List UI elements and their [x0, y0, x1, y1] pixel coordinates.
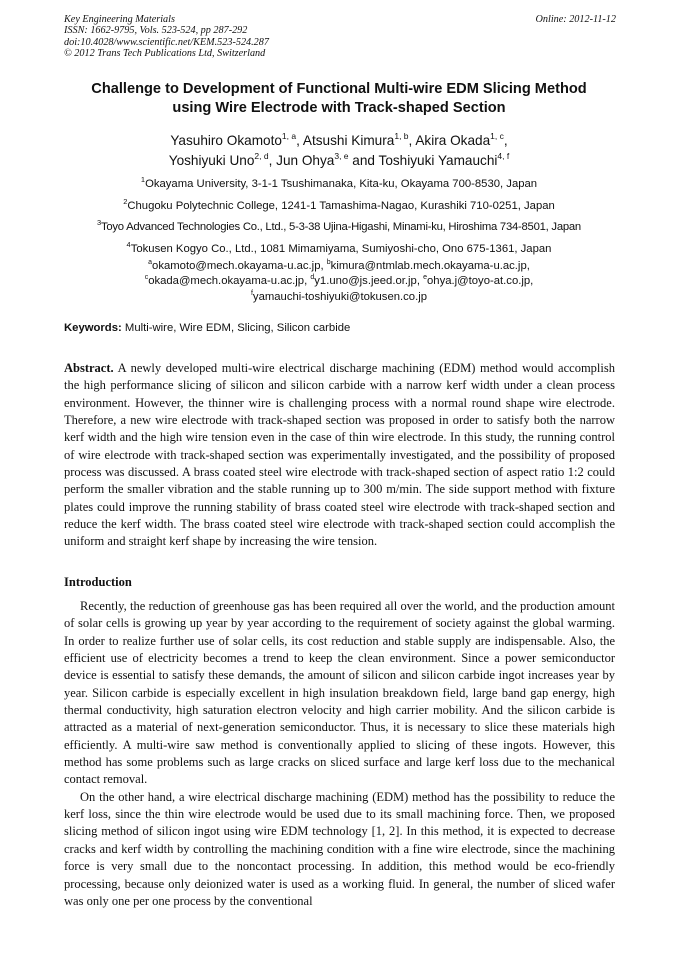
author-name: Jun Ohya: [276, 153, 335, 168]
affiliation-3: $^3$Toyo Advanced Technologies Co., Ltd., 5-3-38 Ujina-Higashi, Minami-ku, Hiroshima 734-8501, Japan: [97, 218, 581, 233]
copyright-line: © 2012 Trans Tech Publications Ltd, Switzerland: [64, 48, 266, 60]
introduction-body: [64, 598, 615, 910]
author-sup: 4, f: [497, 151, 510, 161]
email-line-3: $^f$yamauchi-toshiyuki@tokusen.co.jp: [250, 289, 428, 303]
author-sup: 2, d: [254, 151, 269, 161]
title-line-1: Challenge to Development of Functional Multi-wire EDM Slicing Method: [91, 81, 587, 97]
author-sup: 1, b: [394, 131, 409, 141]
affiliation-1: $^1$Okayama University, 3-1-1 Tsushimanaka, Kita-ku, Okayama 700-8530, Japan: [140, 175, 538, 190]
email-link[interactable]: yamauchi-toshiyuki@tokusen.co.jp: [252, 290, 428, 303]
email-link[interactable]: kimura@ntmlab.mech.okayama-u.ac.jp: [330, 260, 527, 272]
author-list: [40, 131, 638, 171]
author-sup: 3, e: [334, 151, 349, 161]
author-line-1: Yasuhiro Okamoto$^{1, a}$, Atsushi Kimura$^{1, b}$, Akira Okada$^{1, c}$,: [170, 131, 508, 148]
doi-line: doi:10.4028/www.scientific.net/KEM.523-524.287: [64, 36, 269, 48]
keywords: [64, 322, 350, 334]
journal-name: Key Engineering Materials: [64, 14, 175, 25]
author-name: Yoshiyuki Uno: [168, 153, 255, 168]
affiliation-4: $^4$Tokusen Kogyo Co., Ltd., 1081 Mimamiyama, Sumiyoshi-cho, Ono 675-1361, Japan: [126, 239, 552, 255]
keywords-label: Keywords:: [64, 322, 122, 334]
affiliation-2: $^2$Chugoku Polytechnic College, 1241-1 Tamashima-Nagao, Kurashiki 710-0251, Japan: [123, 196, 555, 212]
author-line-2: Yoshiyuki Uno$^{2, d}$, Jun Ohya$^{3, e}$ and Toshiyuki Yamauchi$^{4, f}$: [168, 151, 510, 168]
author-name: Atsushi Kimura: [302, 133, 395, 148]
abstract-label: Abstract.: [64, 361, 114, 375]
paragraph: Recently, the reduction of greenhouse gas has been required all over the world, and the production amount of solar cells is growing up year by year according to the requirement of society against the global warming. In order to realize further use of solar cells, its cost reduction and stable supply are indispensable. Also, the efficient use of electricity becomes a trend to keep the clean environment. Since a power semiconductor device is essential to satisfy these demands, the amount of silicon and silicon carbide ingot increases year by year. Silicon carbide is especially excellent in high insulation breakdown field, large band gap energy, high thermal conductivity, high saturation electron velocity and high carrier mobility. And the silicon carbide is attracted as a material of next-generation semiconductor. Thus, it is necessary to slice these materials high efficiently. A multi-wire saw method is conventionally applied to slicing of these ingots. However, this method has some problems such as large cracks on sliced surface and large kerf loss due to the mechanical contact removal.: [64, 599, 615, 787]
keywords-text: Multi-wire, Wire EDM, Slicing, Silicon carbide: [121, 322, 351, 334]
title-line-2: using Wire Electrode with Track-shaped Section: [172, 100, 506, 116]
affiliation-list: [40, 174, 638, 260]
section-heading-introduction: Introduction: [64, 575, 132, 589]
email-link[interactable]: y1.uno@js.jeed.or.jp: [314, 275, 417, 288]
online-date: Online: 2012-11-12: [535, 14, 616, 25]
abstract-text: A newly developed multi-wire electrical discharge machining (EDM) method would accomplish the high performance slicing of silicon and silicon carbide with a narrow kerf width under a clean process environment. However, the thinner wire is challenging process with a normal round shape wire electrode. Therefore, a new wire electrode with track-shaped section was proposed in order to satisfy both the narrow kerf width and the high wire tension even in the case of thin wire electrode. In this study, the running control of wire electrode with track-shaped section was experimentally investigated, and the possibility of proposed process was discussed. A brass coated steel wire electrode with track-shaped section of aspect ratio 1:2 could perform the smaller vibration and the stable running up to 300 m/min. The side support method with fixture plates could improve the running stability of brass coated steel wire electrode with track-shaped section and reduce the kerf width. The brass coated steel wire electrode with track-shaped section could accomplish the uniform and straight kerf shape by increasing the wire tension.: [64, 361, 615, 549]
email-link[interactable]: okamoto@mech.okayama-u.ac.jp: [152, 260, 321, 272]
paper-title: [40, 80, 638, 118]
author-sup: 1, c: [490, 131, 504, 141]
paragraph: On the other hand, a wire electrical discharge machining (EDM) method has the possibility to reduce the kerf loss, since the thin wire electrode would be used due to its small machining force. Then, we proposed slicing method of silicon ingot using wire EDM technology [1, 2]. In this method, it is expected to decrease cracks and kerf width by controlling the machining condition with a fine wire electrode, since the machining force is very small due to the noncontact processing. In addition, this method would be eco-friendly processing, because only deionized water is used as a working fluid. In general, the number of sliced wafer was only one per one process by the conventional: [64, 789, 615, 908]
email-line-1: $^a$okamoto@mech.okayama-u.ac.jp, $^b$kimura@ntmlab.mech.okayama-u.ac.jp,: [148, 259, 530, 272]
journal-header: [64, 14, 616, 60]
issn-line: ISSN: 1662-9795, Vols. 523-524, pp 287-292: [64, 25, 248, 37]
email-link[interactable]: ohya.j@toyo-at.co.jp: [427, 275, 531, 288]
author-name: Akira Okada: [415, 133, 491, 148]
author-sup: 1, a: [281, 131, 297, 141]
email-line-2: $^c$okada@mech.okayama-u.ac.jp, $^d$y1.uno@js.jeed.or.jp, $^e$ohya.j@toyo-at.co.jp,: [144, 274, 534, 288]
email-link[interactable]: okada@mech.okayama-u.ac.jp: [148, 275, 305, 288]
author-name: Yasuhiro Okamoto: [170, 133, 282, 148]
author-name: Toshiyuki Yamauchi: [378, 153, 498, 168]
email-list: [40, 259, 638, 305]
abstract: [64, 360, 615, 551]
